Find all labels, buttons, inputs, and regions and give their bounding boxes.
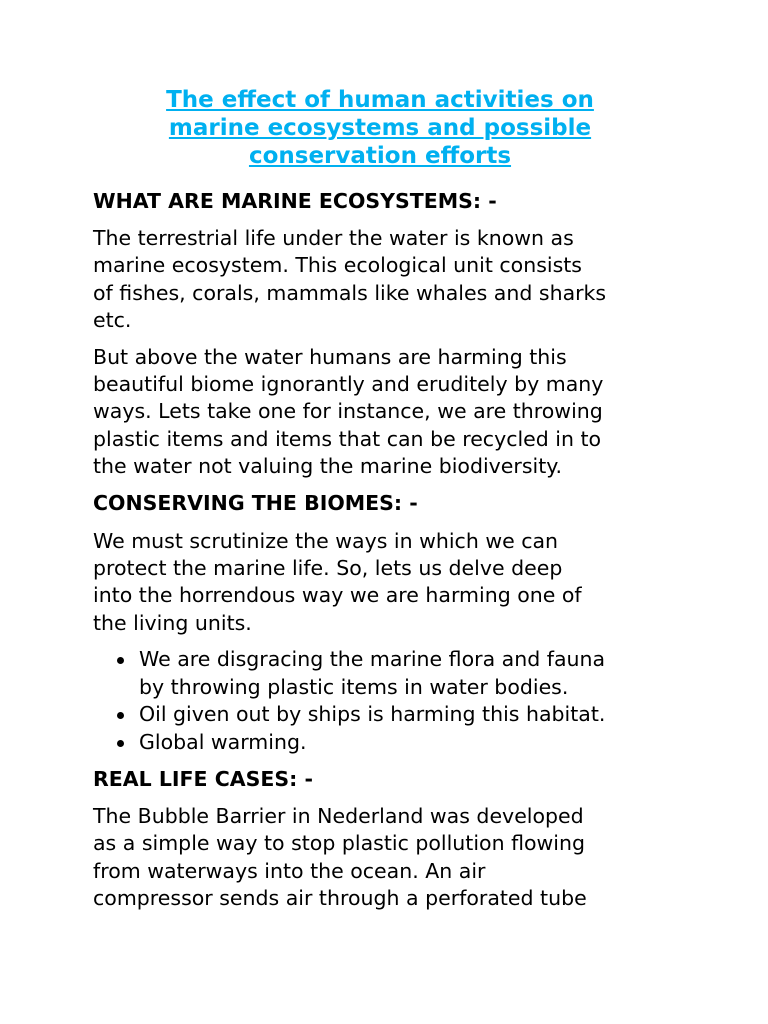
text-line: as a simple way to stop plastic pollution flowing (93, 831, 585, 856)
text-line: by throwing plastic items in water bodies. (139, 674, 569, 699)
title-line: The effect of human activities on (166, 87, 594, 113)
bullet-icon (117, 740, 124, 747)
text-line: protect the marine life. So, lets us delve deep (93, 556, 563, 581)
bullet-icon (117, 712, 124, 719)
text-line: of fishes, corals, mammals like whales and sharks (93, 280, 607, 305)
document-page (93, 86, 693, 913)
text-line: ways. Lets take one for instance, we are throwing (93, 399, 603, 424)
text-line: the living units. (93, 610, 252, 635)
list-item (93, 646, 693, 701)
heading-marine-ecosystems: WHAT ARE MARINE ECOSYSTEMS: - (93, 189, 497, 213)
text-line: into the horrendous way we are harming one of (93, 583, 582, 608)
paragraph-conserving (93, 528, 693, 638)
text-line: etc. (93, 308, 132, 333)
text-line: Global warming. (139, 729, 307, 754)
text-line: compressor sends air through a perforated tube (93, 886, 587, 911)
title-line: marine ecosystems and possible (168, 115, 592, 141)
paragraph-bubble-barrier (93, 803, 693, 913)
text-line: The Bubble Barrier in Nederland was developed (93, 803, 584, 828)
document-title[interactable] (93, 86, 667, 170)
text-line: the water not valuing the marine biodiversity. (93, 454, 562, 479)
paragraph-human-harm (93, 344, 693, 481)
text-line: beautiful biome ignorantly and eruditely by many (93, 372, 604, 397)
text-line: from waterways into the ocean. An air (93, 858, 486, 883)
text-line: We are disgracing the marine flora and fauna (139, 647, 606, 672)
text-line: But above the water humans are harming this (93, 344, 567, 369)
text-line: The terrestrial life under the water is known as (93, 226, 574, 250)
heading-conserving-biomes: CONSERVING THE BIOMES: - (93, 490, 418, 515)
paragraph-marine-definition (93, 225, 693, 335)
list-item (93, 701, 693, 728)
bullet-icon (117, 657, 124, 664)
title-line: conservation efforts (248, 143, 512, 169)
text-line: We must scrutinize the ways in which we can (93, 528, 559, 553)
text-line: plastic items and items that can be recycled in to (93, 426, 602, 451)
list-item (93, 729, 693, 756)
harm-bullet-list (93, 646, 693, 756)
heading-real-life-cases: REAL LIFE CASES: - (93, 766, 313, 791)
text-line: marine ecosystem. This ecological unit consists (93, 253, 582, 278)
text-line: Oil given out by ships is harming this habitat. (139, 702, 606, 727)
